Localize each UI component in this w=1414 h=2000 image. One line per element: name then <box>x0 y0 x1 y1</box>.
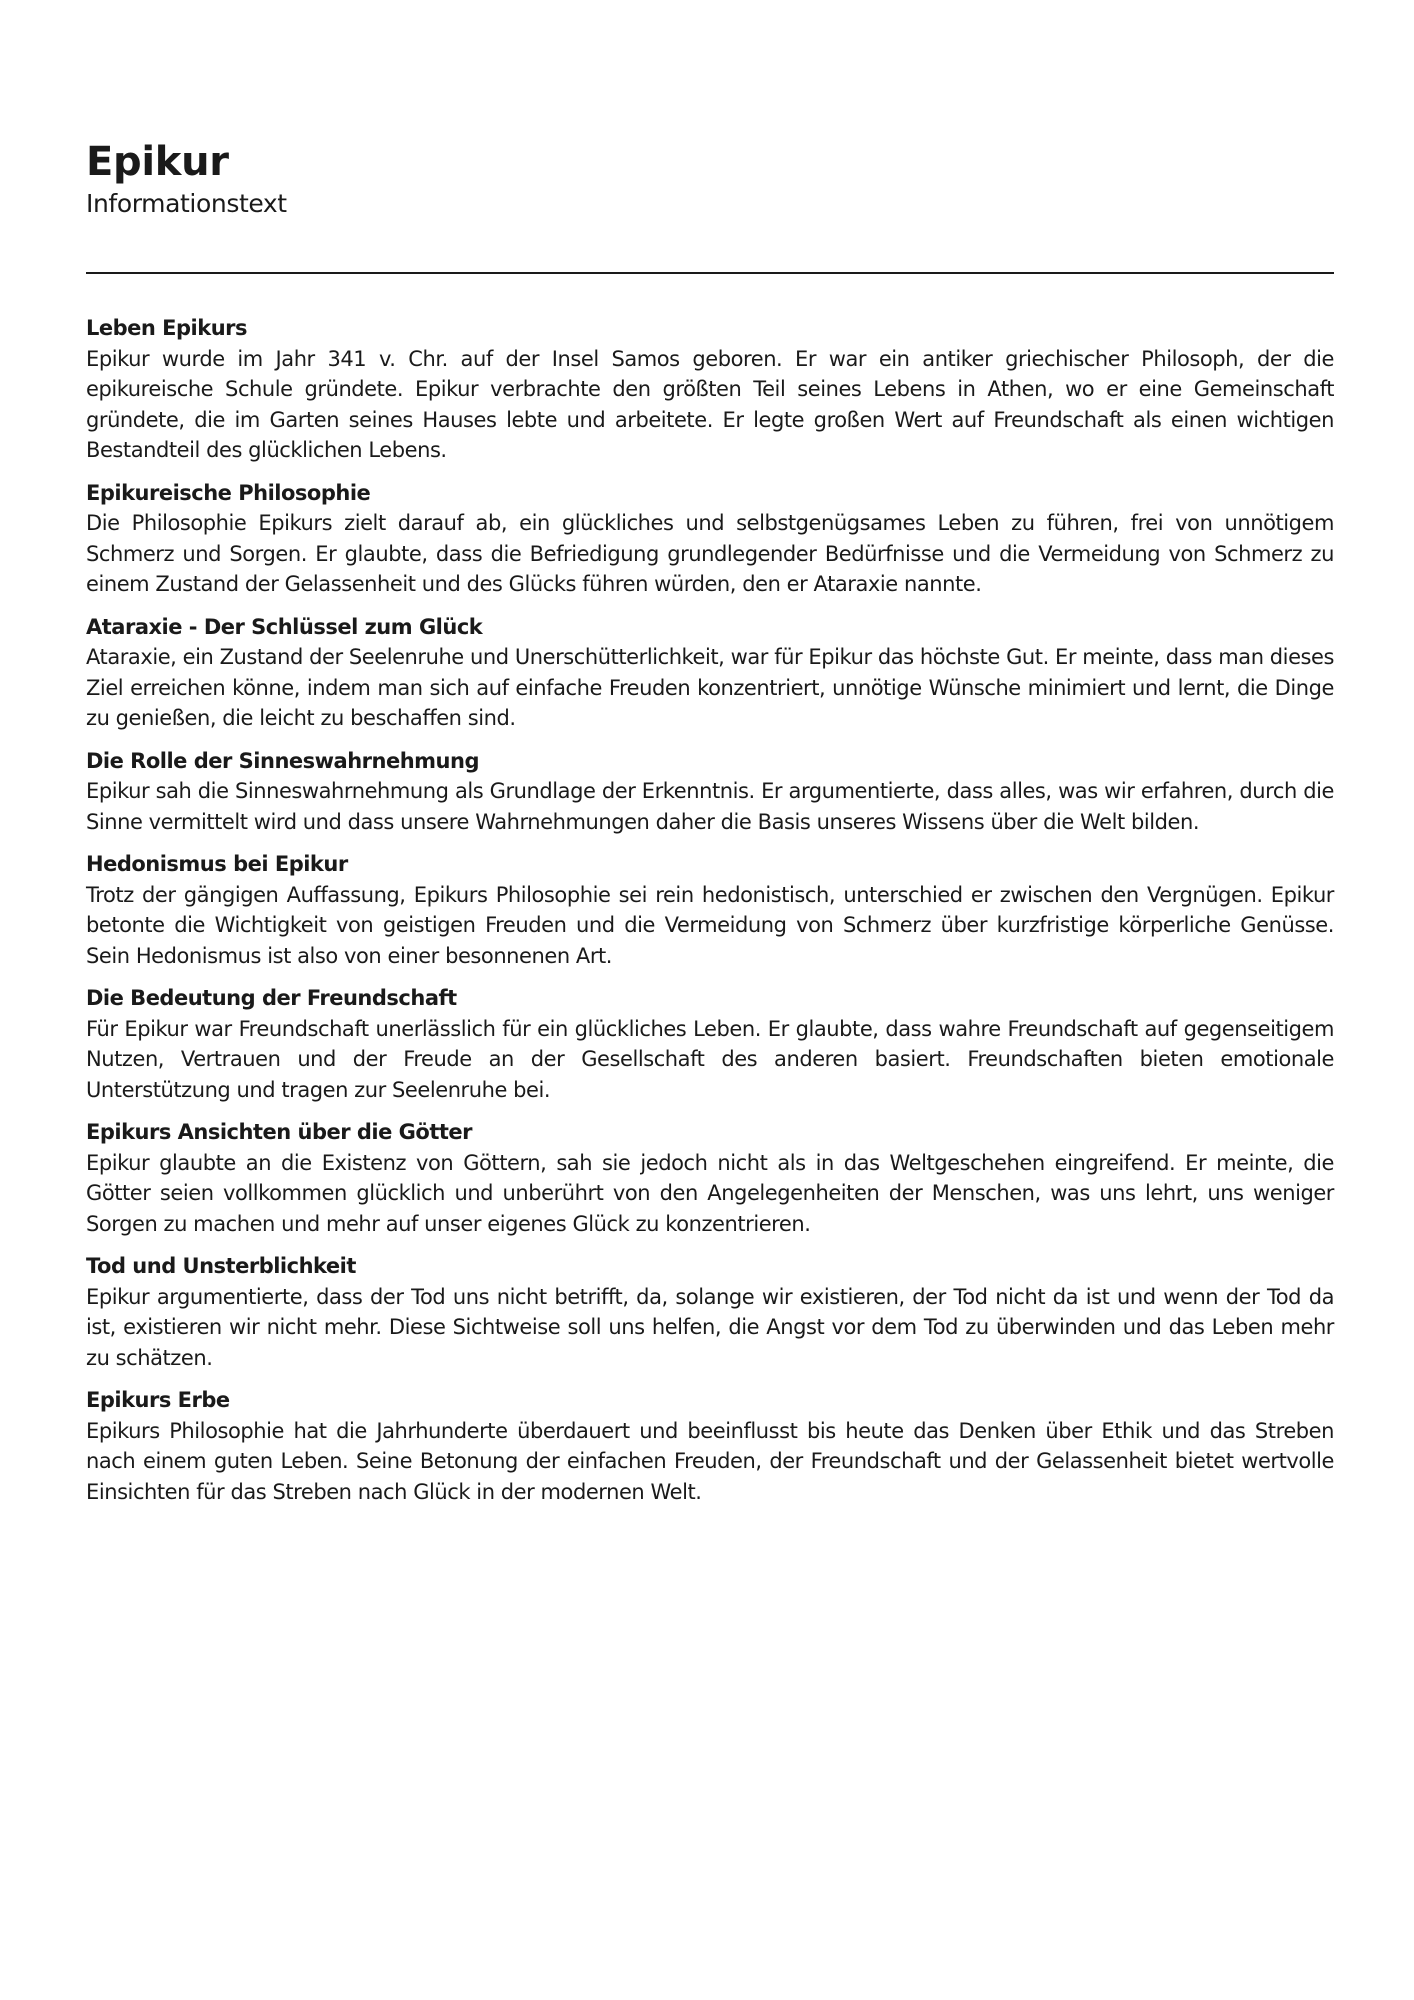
section-heading: Tod und Unsterblichkeit <box>86 1254 356 1278</box>
document-subtitle: Informationstext <box>86 189 287 218</box>
section-heading: Hedonismus bei Epikur <box>86 852 348 876</box>
section-tod <box>86 1251 1334 1373</box>
section-sinneswahrnehmung <box>86 746 1334 838</box>
section-body: Epikur sah die Sinneswahrnehmung als Grundlage der Erkenntnis. Er argumentierte, dass alles, was wir erfahren, durch die Sinne vermittelt wird und dass unsere Wahrnehmungen daher die Basis unseres Wissens über die Welt bilden. <box>86 779 1334 834</box>
document-title: Epikur <box>86 139 229 185</box>
section-heading: Die Rolle der Sinneswahrnehmung <box>86 748 479 773</box>
section-body: Epikur wurde im Jahr 341 v. Chr. auf der Insel Samos geboren. Er war ein antiker griechischer Philosoph, der die epikureische Schule gründete. Epikur verbrachte den größten Teil seines Lebens in Athen, wo er eine Gemeinschaft gründete, die im Garten seines Hauses lebte und arbeitete. Er legte großen Wert auf Freundschaft als einen wichtigen Bestandteil des glücklichen Lebens. <box>86 346 1334 462</box>
section-freundschaft <box>86 983 1334 1105</box>
sections-container <box>86 313 1334 1519</box>
section-body: Ataraxie, ein Zustand der Seelenruhe und Unerschütterlichkeit, war für Epikur das höchste Gut. Er meinte, dass man dieses Ziel erreichen könne, indem man sich auf einfache Freuden konzentriert, unnötige Wünsche minimiert und lernt, die Dinge zu genießen, die leicht zu beschaffen sind. <box>86 645 1334 730</box>
section-heading: Leben Epikurs <box>86 316 248 340</box>
section-heading: Epikureische Philosophie <box>86 480 371 505</box>
section-goetter <box>86 1117 1334 1239</box>
section-epikureische-philosophie <box>86 478 1334 600</box>
section-heading: Epikurs Erbe <box>86 1388 230 1412</box>
section-body: Epikur argumentierte, dass der Tod uns nicht betrifft, da, solange wir existieren, der Tod nicht da ist und wenn der Tod da ist, existieren wir nicht mehr. Diese Sichtweise soll uns helfen, die Angst vor dem Tod zu überwinden und das Leben mehr zu schätzen. <box>86 1284 1334 1370</box>
section-body: Epikur glaubte an die Existenz von Göttern, sah sie jedoch nicht als in das Weltgeschehen eingreifend. Er meinte, die Götter seien vollkommen glücklich und unberührt von den Angelegenheiten der Menschen, was uns lehrt, uns weniger Sorgen zu machen und mehr auf unser eigenes Glück zu konzentrieren. <box>86 1150 1334 1236</box>
section-body: Epikurs Philosophie hat die Jahrhunderte überdauert und beeinflusst bis heute das Denken über Ethik und das Streben nach einem guten Leben. Seine Betonung der einfachen Freuden, der Freundschaft und der Gelassenheit bietet wertvolle Einsichten für das Streben nach Glück in der modernen Welt. <box>86 1418 1334 1504</box>
section-leben-epikurs <box>86 313 1334 466</box>
section-body: Trotz der gängigen Auffassung, Epikurs Philosophie sei rein hedonistisch, unterschied er zwischen den Vergnügen. Epikur betonte die Wichtigkeit von geistigen Freuden und die Vermeidung von Schmerz über kurzfristige körperliche Genüsse. Sein Hedonismus ist also von einer besonnenen Art. <box>86 882 1334 968</box>
title-divider <box>86 272 1334 274</box>
section-heading: Ataraxie - Der Schlüssel zum Glück <box>86 614 483 639</box>
section-ataraxie <box>86 612 1334 734</box>
section-erbe <box>86 1385 1334 1507</box>
section-body: Für Epikur war Freundschaft unerlässlich für ein glückliches Leben. Er glaubte, dass wahre Freundschaft auf gegenseitigem Nutzen, Vertrauen und der Freude an der Gesellschaft des anderen basiert. Freundschaften bieten emotionale Unterstützung und tragen zur Seelenruhe bei. <box>86 1016 1334 1102</box>
section-heading: Epikurs Ansichten über die Götter <box>86 1120 473 1144</box>
section-hedonismus <box>86 849 1334 971</box>
section-heading: Die Bedeutung der Freundschaft <box>86 986 457 1010</box>
section-body: Die Philosophie Epikurs zielt darauf ab, ein glückliches und selbstgenügsames Leben zu führen, frei von unnötigem Schmerz und Sorgen. Er glaubte, dass die Befriedigung grundlegender Bedürfnisse und die Vermeidung von Schmerz zu einem Zustand der Gelassenheit und des Glücks führen würden, den er Ataraxie nannte. <box>86 511 1334 596</box>
